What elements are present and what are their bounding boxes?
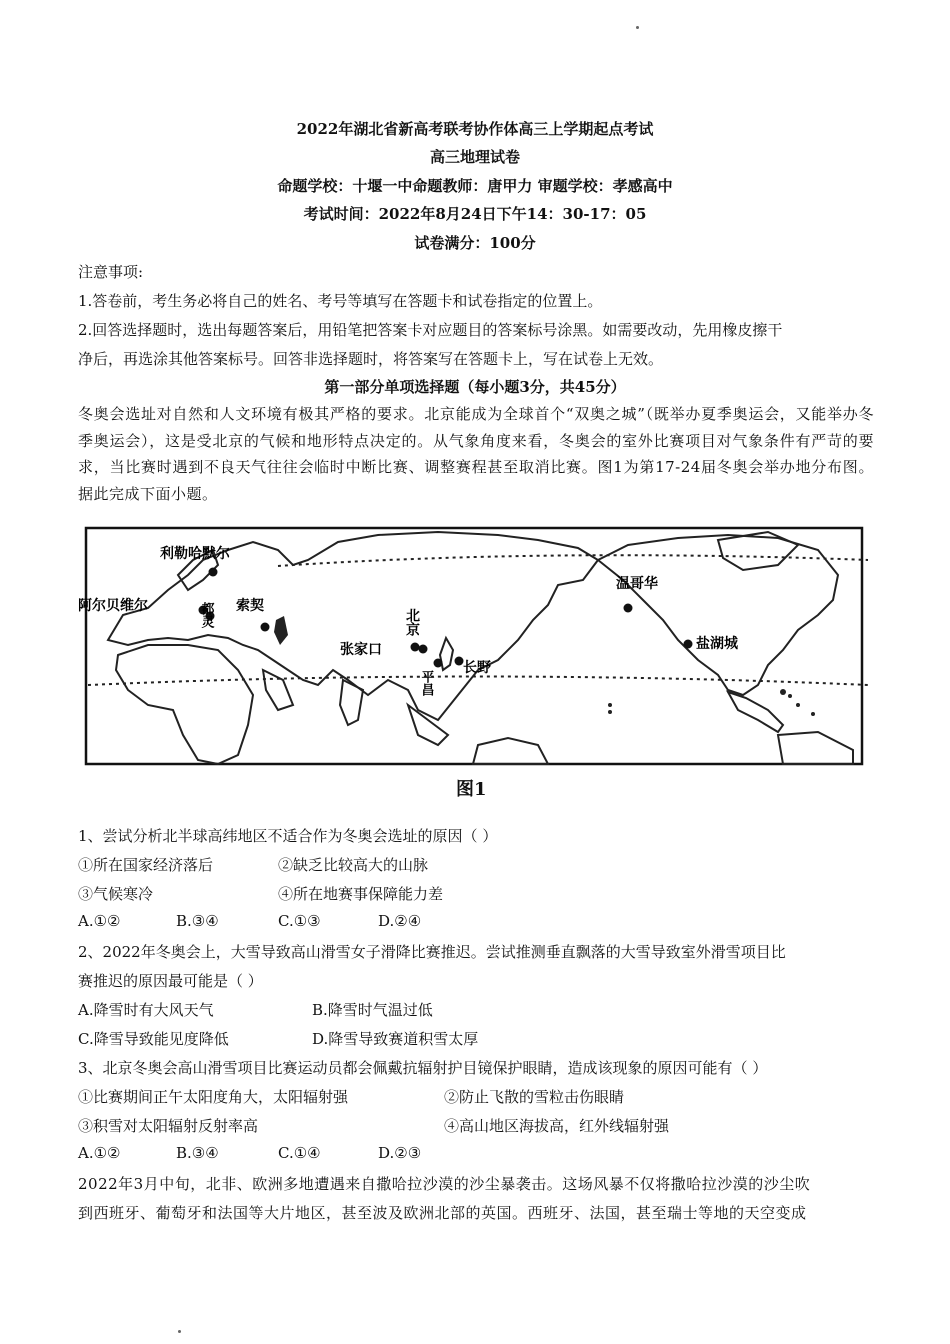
city-dot-saltlake <box>684 640 693 649</box>
q3-option-a: A.①② <box>78 1144 121 1162</box>
map-frame <box>86 528 862 764</box>
q1-item-1: ①所在国家经济落后 <box>78 856 214 874</box>
q3-stem: 3、北京冬奥会高山滑雪项目比赛运动员都会佩戴抗辐射护目镜保护眼睛，造成该现象的原因可能有（ ） <box>78 1059 768 1077</box>
label-saltlake: 盐湖城 <box>696 636 738 652</box>
q1-item-3: ③气候寒冷 <box>78 885 154 903</box>
full-score: 试卷满分：100分 <box>414 234 536 252</box>
q3-option-d: D.②③ <box>378 1144 422 1162</box>
q1-option-d: D.②④ <box>378 912 422 930</box>
q2-option-b: B.降雪时气温过低 <box>312 1001 433 1019</box>
passage2-line-1: 2022年3月中旬，北非、欧洲多地遭遇来自撒哈拉沙漠的沙尘暴袭击。这场风暴不仅将撒哈拉沙漠的沙尘吹 <box>78 1175 811 1193</box>
q3-item-1: ①比赛期间正午太阳度角大，太阳辐射强 <box>78 1088 349 1106</box>
q2-stem-a: 2、2022年冬奥会上，大雪导致高山滑雪女子滑降比赛推迟。尝试推测垂直飘落的大雪导致室外滑雪项目比 <box>78 943 786 961</box>
city-dot-pyeongchang <box>434 659 443 668</box>
figure-caption: 图1 <box>456 779 487 800</box>
note-item-1: 1.答卷前，考生务必将自己的姓名、考号等填写在答题卡和试卷指定的位置上。 <box>78 292 603 310</box>
intro-paragraph: 冬奥会选址对自然和人文环境有极其严格的要求。北京能成为全球首个“双奥之城”（既举办夏季奥运会，又能举办冬季奥运会），这是受北京的气候和地形特点决定的。从气象角度来看，冬奥会的室外比赛项目对气象条件有严苛的要求，当比赛时遇到不良天气往往会临时中断比赛、调整赛程甚至取消比赛。图1为第17-24届冬奥会举办地分布图。据此完成下面小题。 <box>78 405 874 503</box>
label-albertville: 阿尔贝维尔 <box>78 598 148 614</box>
q2-option-a: A.降雪时有大风天气 <box>78 1001 214 1019</box>
label-sochi: 索契 <box>236 598 264 614</box>
exam-subtitle: 高三地理试卷 <box>429 148 520 166</box>
city-dot-sochi <box>261 623 270 632</box>
q3-item-3: ③积雪对太阳辐射反射率高 <box>78 1117 259 1135</box>
world-map <box>78 520 872 770</box>
q3-item-4: ④高山地区海拔高，红外线辐射强 <box>444 1117 670 1135</box>
city-dot-beijing <box>419 645 428 654</box>
notes-heading: 注意事项: <box>78 263 144 281</box>
q2-option-c: C.降雪导致能见度降低 <box>78 1030 229 1048</box>
q1-option-c: C.①③ <box>278 912 321 930</box>
note-item-2b: 净后，再选涂其他答案标号。回答非选择题时，将答案写在答题卡上，写在试卷上无效。 <box>78 350 664 368</box>
exam-title: 2022年湖北省新高考联考协作体高三上学期起点考试 <box>296 120 654 138</box>
city-dot-lillehammer <box>209 568 218 577</box>
exam-time: 考试时间：2022年8月24日下午14：30-17：05 <box>303 205 647 223</box>
label-lillehammer: 利勒哈默尔 <box>160 546 230 562</box>
note-item-2a: 2.回答选择题时，选出每题答案后，用铅笔把答案卡对应题目的答案标号涂黑。如需要改动，先用橡皮擦干 <box>78 321 783 339</box>
label-turin: 都灵 <box>198 602 214 628</box>
city-dot-vancouver <box>624 604 633 613</box>
q1-item-4: ④所在地赛事保障能力差 <box>278 885 444 903</box>
label-nagano: 长野 <box>463 660 491 676</box>
q1-item-2: ②缺乏比较高大的山脉 <box>278 856 429 874</box>
q3-option-c: C.①④ <box>278 1144 321 1162</box>
q3-option-b: B.③④ <box>176 1144 219 1162</box>
q1-option-a: A.①② <box>78 912 121 930</box>
q3-item-2: ②防止飞散的雪粒击伤眼睛 <box>444 1088 625 1106</box>
section-title: 第一部分单项选择题（每小题3分，共45分） <box>324 378 626 396</box>
city-dot-zhangjiakou <box>411 643 420 652</box>
scan-speck <box>636 26 639 29</box>
label-zhangjiakou: 张家口 <box>340 642 382 658</box>
q1-stem: 1、尝试分析北半球高纬地区不适合作为冬奥会选址的原因（ ） <box>78 827 498 845</box>
q2-option-d: D.降雪导致赛道积雪太厚 <box>312 1030 479 1048</box>
label-vancouver: 温哥华 <box>616 576 658 592</box>
exam-authors: 命题学校：十堰一中命题教师：唐甲力 审题学校：孝感高中 <box>277 177 673 195</box>
q2-stem-b: 赛推迟的原因最可能是（ ） <box>78 972 263 990</box>
label-beijing: 北京 <box>404 608 420 636</box>
passage2-line-2: 到西班牙、葡萄牙和法国等大片地区，甚至波及欧洲北部的英国。西班牙、法国，甚至瑞士等地的天空变成 <box>78 1204 807 1222</box>
world-map-figure <box>78 520 872 800</box>
q1-option-b: B.③④ <box>176 912 219 930</box>
scan-speck <box>178 1330 181 1333</box>
label-pyeongchang: 平昌 <box>418 670 434 696</box>
